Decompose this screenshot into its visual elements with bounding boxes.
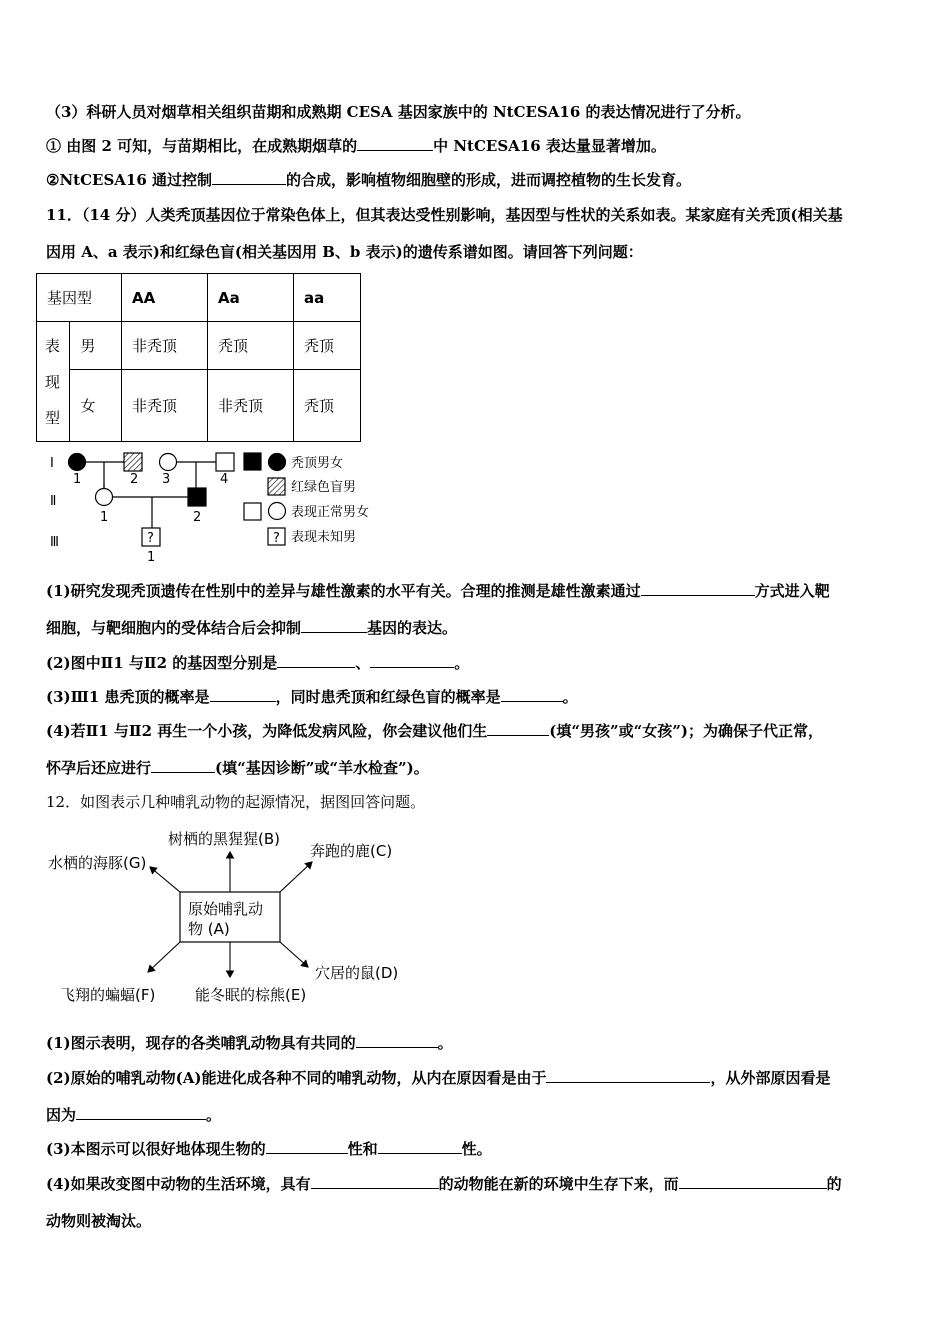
center-label-1: 原始哺乳动 [188, 900, 264, 918]
label-B: 树栖的黑猩猩(B) [168, 830, 280, 848]
q12-sub4-line1 [46, 1174, 842, 1194]
q10-3-part2 [46, 170, 691, 190]
q11-sub3-blank2[interactable] [501, 687, 563, 702]
q12-sub3-b: 性和 [347, 1140, 378, 1158]
legend-bald-female-icon [269, 454, 286, 471]
pedigree-chart [40, 445, 400, 567]
arrow-to-C [280, 862, 312, 892]
legend-bald-text: 秃顶男女 [291, 456, 344, 471]
q10-3-part1-b: 中 NtCESA16 表达量显著增加。 [433, 137, 666, 155]
q12-sub2-line2 [46, 1105, 221, 1125]
q10-3-part1-a: ① 由图 2 可知，与苗期相比，在成熟期烟草的 [46, 137, 358, 155]
table-female-Aa: 非秃顶 [208, 370, 294, 442]
q11-sub2-b: 、 [355, 654, 371, 672]
table-header-Aa: Aa [208, 274, 294, 322]
q11-sub3-b: ，同时患秃顶和红绿色盲的概率是 [275, 688, 501, 706]
II1-number: 1 [100, 510, 109, 525]
q12-sub4-c: 的 [826, 1175, 842, 1193]
legend-colorblind-icon [268, 478, 285, 495]
label-C: 奔跑的鹿(C) [310, 842, 393, 860]
q12-sub3-blank1[interactable] [266, 1139, 348, 1154]
q11-sub4-line1 [46, 721, 823, 741]
gen-label-III: Ⅲ [50, 535, 59, 550]
legend-unknown-text: 表现未知男 [291, 530, 357, 545]
I1-number: 1 [73, 472, 82, 487]
table-header-AA: AA [122, 274, 208, 322]
II2-number: 2 [193, 510, 202, 525]
center-label-2: 物 (A) [188, 920, 230, 938]
q11-sub2-a: (2)图中Ⅱ1 与Ⅱ2 的基因型分别是 [46, 654, 278, 672]
I4-normal-male [216, 453, 234, 471]
III1-question: ? [147, 531, 154, 546]
arrow-to-G [150, 867, 180, 892]
label-G: 水栖的海豚(G) [48, 854, 147, 872]
q10-3-part2-b: 的合成，影响植物细胞壁的形成，进而调控植物的生长发育。 [286, 171, 692, 189]
phen-char-3: 型 [45, 408, 61, 427]
q12-sub2-a: (2)原始的哺乳动物(A)能进化成各种不同的哺乳动物，从内在原因看是由于 [46, 1069, 547, 1087]
table-female-label: 女 [70, 370, 122, 442]
label-F: 飞翔的蝙蝠(F) [60, 986, 156, 1004]
q11-sub4-b: (填“男孩”或“女孩”)；为确保子代正常， [549, 722, 823, 740]
legend-normal-female-icon [269, 503, 286, 520]
q12-sub2-c: 因为 [46, 1106, 77, 1124]
I2-colorblind-male [124, 453, 142, 471]
q11-sub1-b: 方式进入靶 [754, 582, 830, 600]
q11-sub1-d: 基因的表达。 [367, 619, 458, 637]
legend-colorblind-text: 红绿色盲男 [291, 480, 357, 495]
q11-sub1-line1 [46, 581, 830, 601]
q11-sub2-blank2[interactable] [370, 653, 454, 668]
legend-question-mark: ? [273, 531, 280, 546]
table-male-aa: 秃顶 [294, 322, 361, 370]
q11-sub1-blank2[interactable] [301, 618, 367, 633]
genotype-phenotype-table [36, 273, 361, 442]
q11-sub4-a: (4)若Ⅱ1 与Ⅱ2 再生一个小孩，为降低发病风险，你会建议他们生 [46, 722, 488, 740]
q11-sub4-d: (填“基因诊断”或“羊水检查”)。 [215, 759, 429, 777]
I1-bald-female [69, 454, 86, 471]
gen-label-I: Ⅰ [50, 456, 54, 471]
q11-sub3-a: (3)Ⅲ1 患秃顶的概率是 [46, 688, 210, 706]
table-male-Aa: 秃顶 [208, 322, 294, 370]
legend-bald-male-icon [244, 453, 261, 470]
q12-sub4-blank2[interactable] [679, 1174, 827, 1189]
table-male-label: 男 [70, 322, 122, 370]
mammal-origin-diagram [40, 822, 420, 1012]
q11-sub4-line2 [46, 758, 429, 778]
q11-sub2-blank1[interactable] [277, 653, 355, 668]
label-E: 能冬眠的棕熊(E) [195, 986, 307, 1004]
q11-sub3-blank1[interactable] [210, 687, 276, 702]
q12-sub4-line2: 动物则被淘汰。 [46, 1212, 152, 1230]
q12-sub1-a: (1)图示表明，现存的各类哺乳动物具有共同的 [46, 1034, 356, 1052]
table-female-AA: 非秃顶 [122, 370, 208, 442]
I4-number: 4 [220, 472, 229, 487]
q12-sub2-blank1[interactable] [546, 1068, 710, 1083]
q11-sub3 [46, 687, 578, 707]
q11-sub4-c: 怀孕后还应进行 [46, 759, 152, 777]
q11-sub1-blank1[interactable] [641, 581, 755, 596]
q12-sub3-a: (3)本图示可以很好地体现生物的 [46, 1140, 266, 1158]
II2-bald-male [188, 488, 206, 506]
q11-sub1-line2 [46, 618, 457, 638]
q10-3-blank1[interactable] [357, 136, 433, 151]
table-female-aa: 秃顶 [294, 370, 361, 442]
label-D: 穴居的鼠(D) [315, 964, 399, 982]
q11-sub4-blank1[interactable] [487, 721, 549, 736]
q12-sub1 [46, 1033, 453, 1053]
q11-sub2-c: 。 [454, 654, 470, 672]
I3-number: 3 [162, 472, 171, 487]
q10-3-intro: （3）科研人员对烟草相关组织苗期和成熟期 CESA 基因家族中的 NtCESA16 的表达情况进行了分析。 [46, 103, 751, 121]
q12-sub2-d: 。 [206, 1106, 222, 1124]
II1-normal-female [96, 489, 113, 506]
gen-label-II: Ⅱ [50, 494, 57, 509]
q10-3-part1 [46, 136, 666, 156]
table-header-aa: aa [294, 274, 361, 322]
q12-sub1-b: 。 [437, 1034, 453, 1052]
q12-sub1-blank[interactable] [356, 1033, 438, 1048]
table-phenotype-label [37, 322, 70, 442]
q11-sub2 [46, 653, 469, 673]
q10-3-blank2[interactable] [212, 170, 286, 185]
table-male-AA: 非秃顶 [122, 322, 208, 370]
q12-sub2-b: ，从外部原因看是 [710, 1069, 831, 1087]
table-header-genotype: 基因型 [37, 274, 122, 322]
q11-intro-line2: 因用 A、a 表示)和红绿色盲(相关基因用 B、b 表示)的遗传系谱如图。请回答下列问题： [46, 243, 643, 261]
I2-number: 2 [130, 472, 139, 487]
I3-normal-female [160, 454, 177, 471]
phen-char-1: 表 [45, 336, 61, 355]
q12-sub3 [46, 1139, 492, 1159]
arrow-to-F [148, 942, 180, 972]
q12-sub2-blank2[interactable] [76, 1105, 206, 1120]
legend-normal-male-icon [244, 503, 261, 520]
arrow-to-D [280, 942, 308, 967]
q12-sub3-blank2[interactable] [378, 1139, 462, 1154]
q12-sub4-blank1[interactable] [311, 1174, 439, 1189]
q10-3-part2-a: ②NtCESA16 通过控制 [46, 171, 213, 189]
q11-sub3-c: 。 [562, 688, 578, 706]
q11-sub4-blank2[interactable] [151, 758, 215, 773]
III1-number: 1 [147, 550, 156, 565]
q11-intro-line1: 11．（14 分）人类秃顶基因位于常染色体上，但其表达受性别影响，基因型与性状的关系如表。某家庭有关秃顶(相关基 [46, 206, 843, 224]
q12-sub4-b: 的动物能在新的环境中生存下来，而 [438, 1175, 679, 1193]
q12-sub3-c: 性。 [461, 1140, 492, 1158]
q12-sub2-line1 [46, 1068, 830, 1088]
q12-intro: 12．如图表示几种哺乳动物的起源情况，据图回答问题。 [46, 793, 426, 811]
q11-sub1-c: 细胞，与靶细胞内的受体结合后会抑制 [46, 619, 302, 637]
q12-sub4-a: (4)如果改变图中动物的生活环境，具有 [46, 1175, 311, 1193]
legend-normal-text: 表现正常男女 [291, 505, 370, 520]
phen-char-2: 现 [45, 372, 61, 391]
q11-sub1-a: (1)研究发现秃顶遗传在性别中的差异与雄性激素的水平有关。合理的推测是雄性激素通过 [46, 582, 641, 600]
